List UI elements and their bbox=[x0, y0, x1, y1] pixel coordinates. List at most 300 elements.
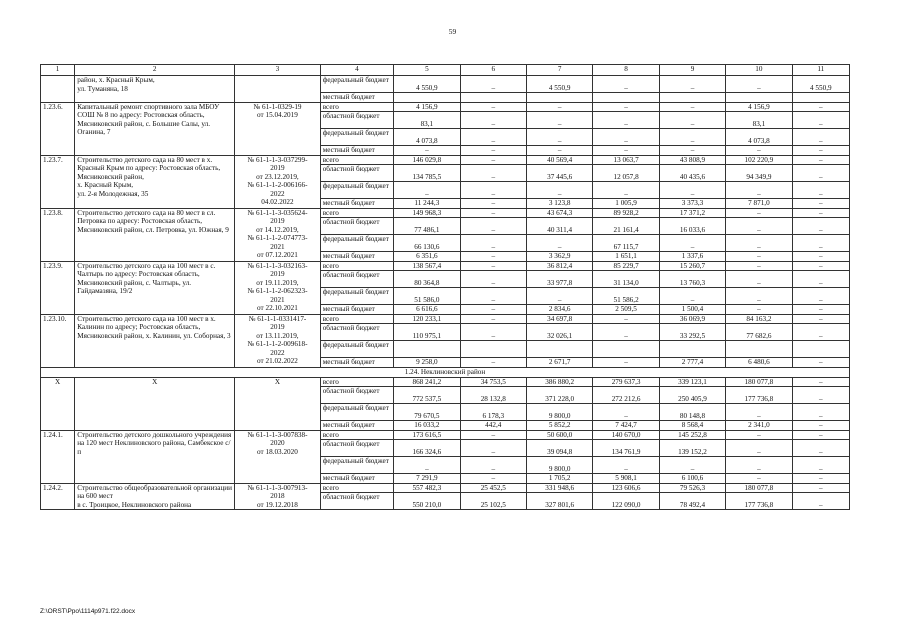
value-cell: – bbox=[460, 288, 526, 305]
value-cell: 166 324,6 bbox=[394, 440, 460, 457]
value-cell: 25 102,5 bbox=[460, 493, 526, 510]
section-title: 1.24. Неклиновский район bbox=[41, 367, 850, 377]
value-cell: 33 977,8 bbox=[526, 271, 592, 288]
value-cell: – bbox=[792, 474, 849, 484]
value-cell: – bbox=[792, 493, 849, 510]
value-cell: 66 130,6 bbox=[394, 235, 460, 252]
document-ref: X bbox=[235, 377, 321, 430]
value-cell: – bbox=[792, 218, 849, 235]
value-cell: – bbox=[792, 324, 849, 341]
object-name: Капитальный ремонт спортивного зала МБОУ СОШ № 8 по адресу: Ростовская область, Мясниковский район, с. Большие Салы, ул. Оганина, 7 bbox=[75, 102, 235, 155]
value-cell: – bbox=[726, 474, 792, 484]
object-name: Строительство детского сада на 100 мест в с. Чалтырь по адресу: Ростовская область, Мясниковский район, с. Чалтырь, ул. Гайдамазяна, 19/2 bbox=[75, 261, 235, 314]
value-cell: 40 311,4 bbox=[526, 218, 592, 235]
value-cell: – bbox=[726, 235, 792, 252]
value-cell: 102 220,9 bbox=[726, 155, 792, 165]
value-cell: – bbox=[726, 457, 792, 474]
value-cell: – bbox=[659, 182, 725, 199]
value-cell: – bbox=[792, 146, 849, 156]
value-cell: – bbox=[659, 129, 725, 146]
value-cell: 50 600,0 bbox=[526, 430, 592, 440]
value-cell: 557 482,3 bbox=[394, 483, 460, 493]
value-cell: – bbox=[460, 129, 526, 146]
value-cell: – bbox=[460, 271, 526, 288]
value-cell: 868 241,2 bbox=[394, 377, 460, 387]
value-cell: – bbox=[526, 129, 592, 146]
funding-source: федеральный бюджет bbox=[320, 288, 393, 305]
value-cell: 110 975,1 bbox=[394, 324, 460, 341]
value-cell: 9 800,0 bbox=[526, 404, 592, 421]
value-cell: 146 029,8 bbox=[394, 155, 460, 165]
value-cell: 1 705,2 bbox=[526, 474, 592, 484]
row-code: 1.24.1. bbox=[41, 430, 75, 483]
value-cell: 122 090,0 bbox=[593, 493, 659, 510]
value-cell: 2 671,7 bbox=[526, 358, 592, 368]
object-name: Строительство общеобразовательной организации на 600 мест в с. Троицкое, Неклиновского района bbox=[75, 483, 235, 510]
value-cell: – bbox=[394, 457, 460, 474]
value-cell: – bbox=[792, 421, 849, 431]
value-cell: 173 616,5 bbox=[394, 430, 460, 440]
header-cell: 4 bbox=[320, 65, 393, 76]
header-cell: 2 bbox=[75, 65, 235, 76]
value-cell: 4 073,8 bbox=[394, 129, 460, 146]
object-name: Строительство детского сада на 100 мест в х. Калинин по адресу; Ростовская область, Мясниковский район, х. Калинин, ул. Соборная, 3 bbox=[75, 314, 235, 367]
funding-source: всего bbox=[320, 377, 393, 387]
funding-source: всего bbox=[320, 261, 393, 271]
value-cell: 2 509,5 bbox=[593, 305, 659, 315]
value-cell: – bbox=[526, 112, 592, 129]
value-cell: – bbox=[659, 146, 725, 156]
funding-source: федеральный бюджет bbox=[320, 457, 393, 474]
value-cell: 4 550,9 bbox=[526, 76, 592, 93]
value-cell: 43 674,3 bbox=[526, 208, 592, 218]
table-row bbox=[41, 102, 850, 112]
value-cell: – bbox=[460, 182, 526, 199]
value-cell: – bbox=[792, 457, 849, 474]
value-cell: 5 908,1 bbox=[593, 474, 659, 484]
value-cell: – bbox=[593, 112, 659, 129]
value-cell: 4 156,9 bbox=[394, 102, 460, 112]
value-cell: 4 550,9 bbox=[394, 76, 460, 93]
value-cell: 37 445,6 bbox=[526, 165, 592, 182]
value-cell: 120 233,1 bbox=[394, 314, 460, 324]
value-cell: – bbox=[394, 146, 460, 156]
value-cell: 7 871,0 bbox=[726, 199, 792, 209]
value-cell: – bbox=[792, 404, 849, 421]
value-cell: – bbox=[593, 358, 659, 368]
value-cell: 550 210,0 bbox=[394, 493, 460, 510]
funding-source: федеральный бюджет bbox=[320, 182, 393, 199]
table-row bbox=[41, 430, 850, 440]
value-cell: – bbox=[526, 182, 592, 199]
funding-source: федеральный бюджет bbox=[320, 76, 393, 93]
document-ref: № 61-1-1-3-007838- 2020 от 18.03.2020 bbox=[235, 430, 321, 483]
table-row bbox=[41, 314, 850, 324]
value-cell: – bbox=[726, 208, 792, 218]
row-code: 1.23.7. bbox=[41, 155, 75, 208]
value-cell: 138 567,4 bbox=[394, 261, 460, 271]
value-cell: – bbox=[460, 457, 526, 474]
value-cell: 6 178,3 bbox=[460, 404, 526, 421]
value-cell bbox=[726, 93, 792, 103]
value-cell: – bbox=[659, 457, 725, 474]
document-ref: № 61-1-1-3-037299- 2019 от 23.12.2019, № 61-1-1-2-006166- 2022 04.02.2022 bbox=[235, 155, 321, 208]
table-body bbox=[41, 65, 850, 510]
value-cell bbox=[394, 341, 460, 358]
value-cell: 1 500,4 bbox=[659, 305, 725, 315]
value-cell: – bbox=[659, 102, 725, 112]
value-cell: – bbox=[792, 483, 849, 493]
value-cell: – bbox=[460, 324, 526, 341]
file-path-footer: Z:\ORST\Ppo\1114p971.f22.docx bbox=[40, 608, 136, 615]
value-cell: 279 637,3 bbox=[593, 377, 659, 387]
document-ref bbox=[235, 76, 321, 103]
value-cell: – bbox=[593, 314, 659, 324]
row-code: 1.23.8. bbox=[41, 208, 75, 261]
value-cell: – bbox=[526, 235, 592, 252]
value-cell: 13 760,3 bbox=[659, 271, 725, 288]
value-cell: – bbox=[792, 358, 849, 368]
row-code: X bbox=[41, 377, 75, 430]
funding-source: всего bbox=[320, 155, 393, 165]
value-cell: 339 123,1 bbox=[659, 377, 725, 387]
value-cell: 85 229,7 bbox=[593, 261, 659, 271]
value-cell: 28 132,8 bbox=[460, 387, 526, 404]
value-cell: 80 364,8 bbox=[394, 271, 460, 288]
value-cell: – bbox=[593, 404, 659, 421]
value-cell: – bbox=[726, 430, 792, 440]
value-cell: – bbox=[460, 165, 526, 182]
table-row bbox=[41, 76, 850, 93]
value-cell: – bbox=[792, 235, 849, 252]
section-row bbox=[41, 367, 850, 377]
value-cell: – bbox=[593, 146, 659, 156]
value-cell: 77 682,6 bbox=[726, 324, 792, 341]
value-cell: 331 948,6 bbox=[526, 483, 592, 493]
value-cell: 139 152,2 bbox=[659, 440, 725, 457]
value-cell: – bbox=[792, 199, 849, 209]
value-cell: – bbox=[460, 252, 526, 262]
value-cell: – bbox=[726, 271, 792, 288]
header-cell: 9 bbox=[659, 65, 725, 76]
value-cell: 6 480,6 bbox=[726, 358, 792, 368]
document-ref: № 61-1-0329-19 от 15.04.2019 bbox=[235, 102, 321, 155]
value-cell: – bbox=[460, 261, 526, 271]
funding-source: областной бюджет bbox=[320, 271, 393, 288]
value-cell bbox=[526, 93, 592, 103]
funding-source: всего bbox=[320, 208, 393, 218]
value-cell: 8 568,4 bbox=[659, 421, 725, 431]
value-cell: 177 736,8 bbox=[726, 493, 792, 510]
row-code bbox=[41, 76, 75, 103]
value-cell: – bbox=[792, 102, 849, 112]
value-cell: – bbox=[460, 76, 526, 93]
value-cell: 89 928,2 bbox=[593, 208, 659, 218]
funding-source: местный бюджет bbox=[320, 358, 393, 368]
table-row bbox=[41, 483, 850, 493]
document-ref: № 61-1-1-3-007913- 2018 от 19.12.2018 bbox=[235, 483, 321, 510]
value-cell: 12 057,8 bbox=[593, 165, 659, 182]
object-name: Строительство детского сада на 80 мест в х. Красный Крым по адресу: Ростовская область, Мясниковский район, х. Красный Крым, ул. 2-я Молодежная, 35 bbox=[75, 155, 235, 208]
value-cell: 177 736,8 bbox=[726, 387, 792, 404]
value-cell: – bbox=[726, 404, 792, 421]
object-name: X bbox=[75, 377, 235, 430]
value-cell: – bbox=[659, 288, 725, 305]
value-cell: 34 753,5 bbox=[460, 377, 526, 387]
table-row bbox=[41, 155, 850, 165]
value-cell: – bbox=[792, 387, 849, 404]
value-cell: 145 252,8 bbox=[659, 430, 725, 440]
table-row bbox=[41, 377, 850, 387]
header-row bbox=[41, 65, 850, 76]
funding-source: областной бюджет bbox=[320, 165, 393, 182]
value-cell: – bbox=[792, 314, 849, 324]
value-cell: – bbox=[792, 155, 849, 165]
value-cell: 77 486,1 bbox=[394, 218, 460, 235]
value-cell: 3 123,8 bbox=[526, 199, 592, 209]
funding-source: местный бюджет bbox=[320, 252, 393, 262]
value-cell: – bbox=[726, 218, 792, 235]
value-cell: 2 777,4 bbox=[659, 358, 725, 368]
value-cell bbox=[593, 341, 659, 358]
header-cell: 5 bbox=[394, 65, 460, 76]
value-cell: 36 069,9 bbox=[659, 314, 725, 324]
header-cell: 10 bbox=[726, 65, 792, 76]
value-cell bbox=[726, 341, 792, 358]
value-cell: 1 005,9 bbox=[593, 199, 659, 209]
value-cell: – bbox=[593, 129, 659, 146]
value-cell: – bbox=[460, 146, 526, 156]
object-name: район, х. Красный Крым, ул. Туманяна, 18 bbox=[75, 76, 235, 103]
row-code: 1.23.6. bbox=[41, 102, 75, 155]
value-cell: 3 373,3 bbox=[659, 199, 725, 209]
value-cell: 84 163,2 bbox=[726, 314, 792, 324]
header-cell: 11 bbox=[792, 65, 849, 76]
value-cell: – bbox=[726, 252, 792, 262]
value-cell: – bbox=[593, 102, 659, 112]
funding-source: федеральный бюджет bbox=[320, 404, 393, 421]
value-cell bbox=[593, 93, 659, 103]
value-cell: – bbox=[792, 112, 849, 129]
value-cell: 140 670,0 bbox=[593, 430, 659, 440]
value-cell: 33 292,5 bbox=[659, 324, 725, 341]
value-cell: 79 526,3 bbox=[659, 483, 725, 493]
value-cell: 6 351,6 bbox=[394, 252, 460, 262]
value-cell: 80 148,8 bbox=[659, 404, 725, 421]
document-ref: № 61-1-1-0331417- 2019 от 13.11.2019, № 61-1-1-2-009618- 2022 от 21.02.2022 bbox=[235, 314, 321, 367]
header-cell: 3 bbox=[235, 65, 321, 76]
value-cell bbox=[792, 341, 849, 358]
value-cell: – bbox=[792, 377, 849, 387]
value-cell: – bbox=[792, 182, 849, 199]
funding-source: местный бюджет bbox=[320, 93, 393, 103]
funding-source: всего bbox=[320, 483, 393, 493]
value-cell: 9 258,0 bbox=[394, 358, 460, 368]
table-row bbox=[41, 208, 850, 218]
value-cell: 1 337,6 bbox=[659, 252, 725, 262]
value-cell bbox=[460, 93, 526, 103]
funding-source: местный бюджет bbox=[320, 146, 393, 156]
header-cell: 7 bbox=[526, 65, 592, 76]
page-number: 59 bbox=[448, 27, 457, 36]
value-cell: 25 452,5 bbox=[460, 483, 526, 493]
object-name: Строительство детского дошкольного учреждения на 120 мест Неклиновского района, Самбекское с/п bbox=[75, 430, 235, 483]
value-cell: – bbox=[659, 235, 725, 252]
value-cell: 51 586,0 bbox=[394, 288, 460, 305]
value-cell: – bbox=[460, 305, 526, 315]
value-cell: – bbox=[526, 146, 592, 156]
value-cell: 15 260,7 bbox=[659, 261, 725, 271]
value-cell: 180 077,8 bbox=[726, 377, 792, 387]
header-cell: 8 bbox=[593, 65, 659, 76]
value-cell: – bbox=[460, 474, 526, 484]
value-cell: 39 094,8 bbox=[526, 440, 592, 457]
row-code: 1.23.9. bbox=[41, 261, 75, 314]
value-cell: 6 616,6 bbox=[394, 305, 460, 315]
value-cell: 134 761,9 bbox=[593, 440, 659, 457]
value-cell: – bbox=[726, 146, 792, 156]
value-cell: 11 244,3 bbox=[394, 199, 460, 209]
value-cell: – bbox=[460, 208, 526, 218]
value-cell: 67 115,7 bbox=[593, 235, 659, 252]
value-cell: – bbox=[726, 440, 792, 457]
row-code: 1.24.2. bbox=[41, 483, 75, 510]
funding-source: областной бюджет bbox=[320, 440, 393, 457]
value-cell: 78 492,4 bbox=[659, 493, 725, 510]
value-cell: – bbox=[792, 440, 849, 457]
funding-source: всего bbox=[320, 102, 393, 112]
value-cell: 32 026,1 bbox=[526, 324, 592, 341]
value-cell: – bbox=[394, 182, 460, 199]
value-cell: – bbox=[726, 305, 792, 315]
object-name: Строительство детского сада на 80 мест в сл. Петровка по адресу: Ростовская область, Мясниковский район, сл. Петровка, ул. Южная, 9 bbox=[75, 208, 235, 261]
value-cell: 4 073,8 bbox=[726, 129, 792, 146]
value-cell: 123 606,6 bbox=[593, 483, 659, 493]
value-cell: – bbox=[526, 102, 592, 112]
funding-source: всего bbox=[320, 314, 393, 324]
funding-source: федеральный бюджет bbox=[320, 129, 393, 146]
value-cell: 21 161,4 bbox=[593, 218, 659, 235]
document-ref: № 61-1-1-3-035624- 2019 от 14.12.2019, № 61-1-1-2-074773- 2021 от 07.12.2021 bbox=[235, 208, 321, 261]
value-cell: – bbox=[460, 218, 526, 235]
funding-source: федеральный бюджет bbox=[320, 235, 393, 252]
value-cell: 83,1 bbox=[394, 112, 460, 129]
value-cell: 7 291,9 bbox=[394, 474, 460, 484]
value-cell: 180 077,8 bbox=[726, 483, 792, 493]
value-cell: 371 228,0 bbox=[526, 387, 592, 404]
value-cell: 772 537,5 bbox=[394, 387, 460, 404]
value-cell: 43 808,9 bbox=[659, 155, 725, 165]
value-cell: – bbox=[792, 252, 849, 262]
value-cell: – bbox=[659, 112, 725, 129]
value-cell: 442,4 bbox=[460, 421, 526, 431]
funding-source: областной бюджет bbox=[320, 324, 393, 341]
funding-source: областной бюджет bbox=[320, 218, 393, 235]
value-cell bbox=[659, 93, 725, 103]
value-cell: 1 651,1 bbox=[593, 252, 659, 262]
value-cell: 16 033,2 bbox=[394, 421, 460, 431]
budget-table bbox=[40, 64, 850, 510]
value-cell: 327 801,6 bbox=[526, 493, 592, 510]
value-cell bbox=[460, 341, 526, 358]
value-cell: – bbox=[460, 102, 526, 112]
header-cell: 1 bbox=[41, 65, 75, 76]
value-cell: 13 063,7 bbox=[593, 155, 659, 165]
funding-source: местный бюджет bbox=[320, 305, 393, 315]
funding-source: областной бюджет bbox=[320, 493, 393, 510]
value-cell: 2 834,6 bbox=[526, 305, 592, 315]
value-cell: – bbox=[593, 76, 659, 93]
value-cell bbox=[394, 93, 460, 103]
value-cell: 36 812,4 bbox=[526, 261, 592, 271]
value-cell: – bbox=[460, 199, 526, 209]
value-cell: 40 569,4 bbox=[526, 155, 592, 165]
value-cell: – bbox=[659, 76, 725, 93]
value-cell: – bbox=[726, 76, 792, 93]
value-cell: – bbox=[460, 358, 526, 368]
funding-source: местный бюджет bbox=[320, 474, 393, 484]
value-cell: 51 586,2 bbox=[593, 288, 659, 305]
document-ref: № 61-1-1-3-032163- 2019 от 19.11.2019, № 61-1-1-2-062323- 2021 от 22.10.2021 bbox=[235, 261, 321, 314]
value-cell: – bbox=[726, 182, 792, 199]
value-cell: – bbox=[460, 314, 526, 324]
value-cell: 94 349,9 bbox=[726, 165, 792, 182]
value-cell: – bbox=[726, 288, 792, 305]
value-cell: – bbox=[460, 430, 526, 440]
value-cell: 9 800,0 bbox=[526, 457, 592, 474]
funding-source: местный бюджет bbox=[320, 199, 393, 209]
value-cell: 2 341,0 bbox=[726, 421, 792, 431]
value-cell bbox=[526, 341, 592, 358]
value-cell: – bbox=[593, 457, 659, 474]
value-cell: – bbox=[460, 235, 526, 252]
value-cell: – bbox=[460, 155, 526, 165]
value-cell: 34 697,8 bbox=[526, 314, 592, 324]
value-cell: – bbox=[593, 182, 659, 199]
funding-source: федеральный бюджет bbox=[320, 341, 393, 358]
value-cell bbox=[792, 93, 849, 103]
value-cell: – bbox=[460, 440, 526, 457]
value-cell: 17 371,2 bbox=[659, 208, 725, 218]
value-cell: – bbox=[792, 305, 849, 315]
row-code: 1.23.10. bbox=[41, 314, 75, 367]
value-cell: 7 424,7 bbox=[593, 421, 659, 431]
value-cell: – bbox=[792, 271, 849, 288]
value-cell: – bbox=[526, 288, 592, 305]
value-cell: – bbox=[792, 261, 849, 271]
header-cell: 6 bbox=[460, 65, 526, 76]
funding-source: областной бюджет bbox=[320, 387, 393, 404]
value-cell: – bbox=[460, 112, 526, 129]
value-cell: 40 435,6 bbox=[659, 165, 725, 182]
value-cell bbox=[659, 341, 725, 358]
value-cell: 149 968,3 bbox=[394, 208, 460, 218]
value-cell: – bbox=[792, 165, 849, 182]
value-cell: 5 852,2 bbox=[526, 421, 592, 431]
table-row bbox=[41, 261, 850, 271]
value-cell: 272 212,6 bbox=[593, 387, 659, 404]
value-cell: – bbox=[792, 208, 849, 218]
value-cell: 4 550,9 bbox=[792, 76, 849, 93]
value-cell: 134 785,5 bbox=[394, 165, 460, 182]
value-cell: 4 156,9 bbox=[726, 102, 792, 112]
funding-source: всего bbox=[320, 430, 393, 440]
value-cell: – bbox=[593, 324, 659, 341]
funding-source: областной бюджет bbox=[320, 112, 393, 129]
value-cell: – bbox=[792, 129, 849, 146]
value-cell: 83,1 bbox=[726, 112, 792, 129]
value-cell: – bbox=[726, 261, 792, 271]
